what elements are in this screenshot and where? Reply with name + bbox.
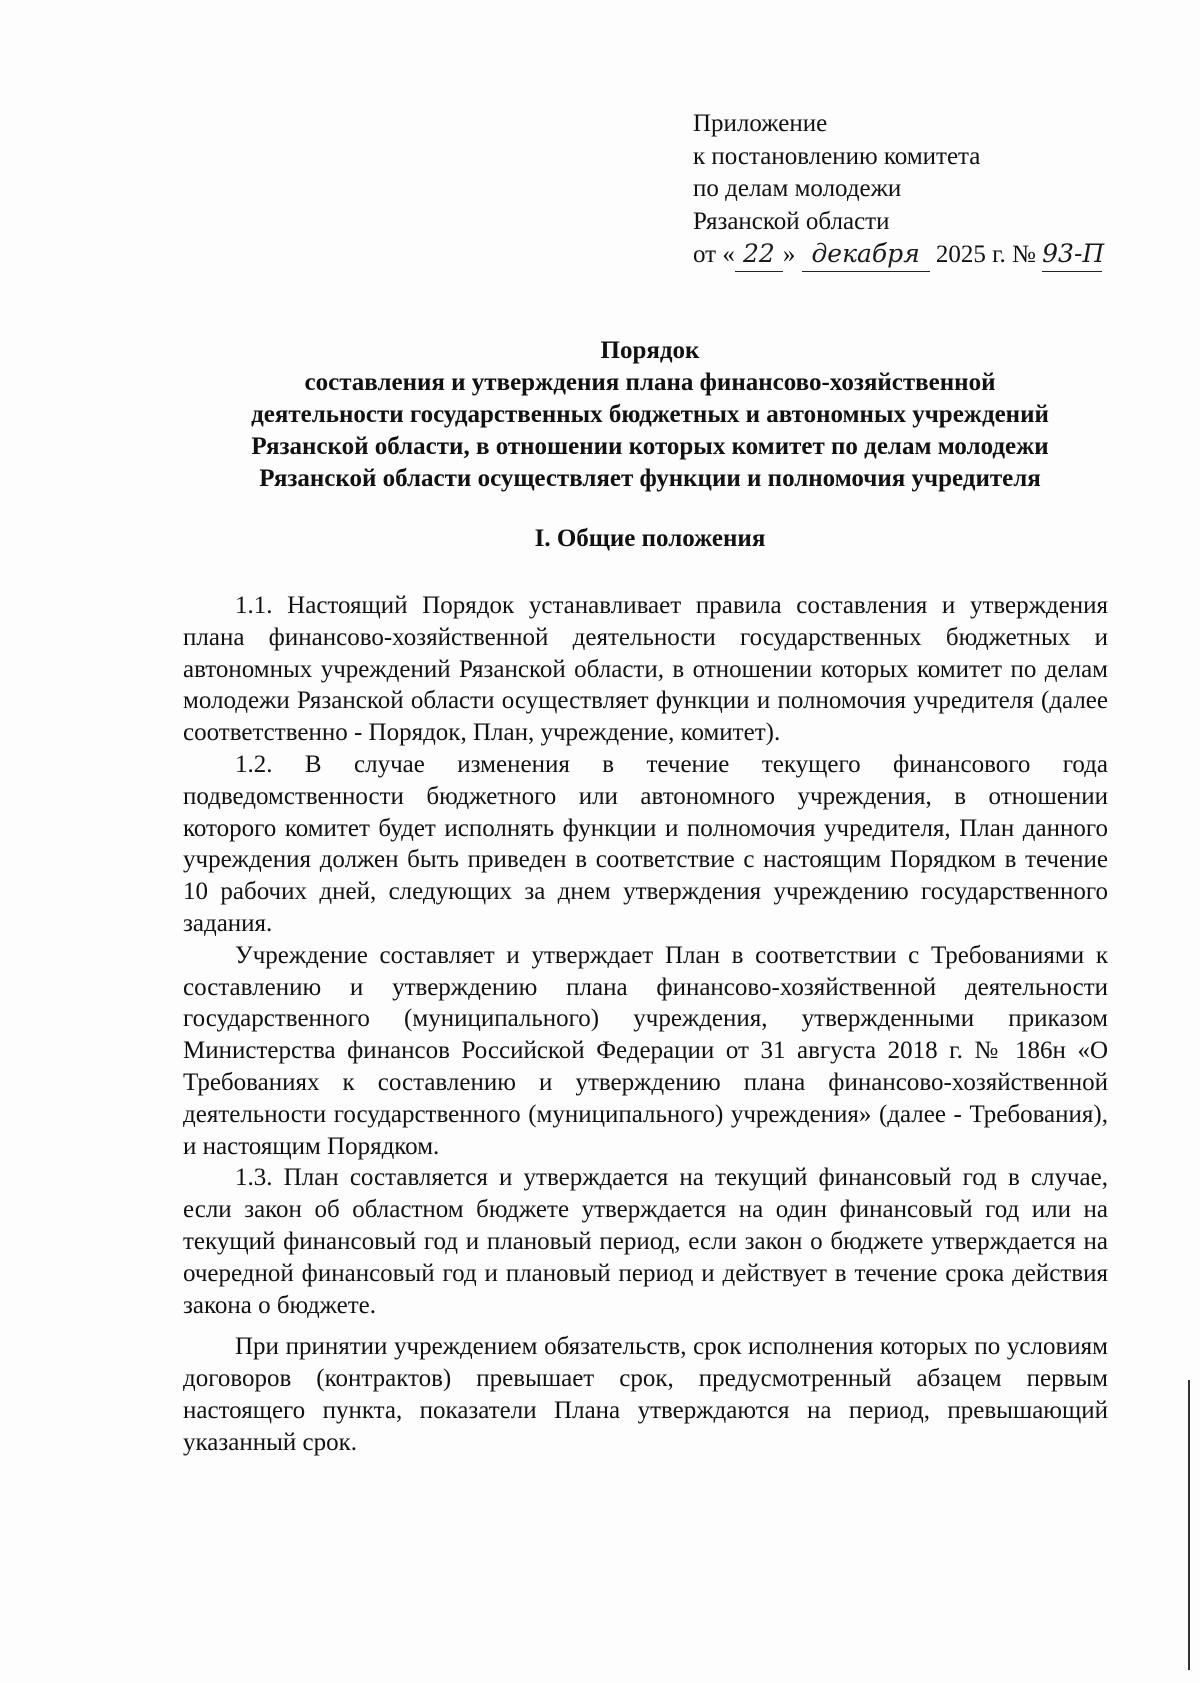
section-heading: I. Общие положения: [534, 525, 766, 552]
paragraph: 1.2. В случае изменения в течение текущего финансового года подведомственности бюджетного или автономного учреждения, в отношении которого комитет будет исполнять функции и полномочия учредителя, План данного учреждения должен быть приведен в соответствие с настоящим Порядком в течение 10 рабочих дней, следующих за днем утверждения учреждению государственного задания.: [183, 750, 1108, 937]
paragraph: 1.3. План составляется и утверждается на текущий финансовый год в случае, если закон об областном бюджете утверждается на один финансовый год или на текущий финансовый год и плановый период, если закон о бюджете утверждается на очередной финансовый год и плановый период и действует в течение срока действия закона о бюджете.: [183, 1164, 1108, 1319]
handwritten-doc-number: 93-П: [1042, 238, 1102, 272]
title-line: Рязанской области осуществляет функции и полномочия учредителя: [259, 465, 1041, 492]
scan-edge-line: [1188, 1380, 1190, 1670]
body-text: [183, 590, 1108, 1459]
date-year: 2025 г. №: [935, 241, 1036, 268]
handwritten-day: 22: [735, 238, 783, 272]
appendix-date-line: [693, 238, 1105, 272]
date-prefix: от «: [693, 241, 735, 268]
title-line: деятельности государственных бюджетных и автономных учреждений: [251, 401, 1049, 428]
handwritten-month: декабря: [802, 238, 930, 272]
title-line: Порядок: [600, 337, 700, 364]
paragraph: Учреждение составляет и утверждает План в соответствии с Требованиями к составлению и утверждению плана финансово-хозяйственной деятельности государственного (муниципального) учреждения, утвержденными приказом Министерства финансов Российской Федерации от 31 августа 2018 г. № 186н «О Требованиях к составлению и утверждению плана финансово-хозяйственной деятельности государственного (муниципального) учреждения» (далее - Требования), и настоящим Порядком.: [183, 941, 1108, 1160]
title-line: Рязанской области, в отношении которых комитет по делам молодежи: [251, 433, 1049, 460]
appendix-line: по делам молодежи: [693, 175, 902, 202]
paragraph: При принятии учреждением обязательств, срок исполнения которых по условиям договоров (контрактов) превышает срок, предусмотренный абзацем первым настоящего пункта, показатели Плана утверждаются на период, превышающий указанный срок.: [183, 1333, 1108, 1456]
paragraph: 1.1. Настоящий Порядок устанавливает правила составления и утверждения плана финансово-хозяйственной деятельности государственных бюджетных и автономных учреждений Рязанской области, в отношении которых комитет по делам молодежи Рязанской области осуществляет функции и полномочия учредителя (далее соответственно - Порядок, План, учреждение, комитет).: [183, 592, 1108, 747]
appendix-line: Приложение: [693, 110, 828, 137]
title-line: составления и утверждения плана финансово-хозяйственной: [304, 369, 996, 396]
date-quote-close: »: [782, 241, 796, 268]
appendix-line: Рязанской области: [693, 207, 890, 235]
document-title: [170, 335, 1130, 495]
appendix-line: к постановлению комитета: [693, 142, 981, 170]
appendix-block: [693, 108, 1105, 272]
